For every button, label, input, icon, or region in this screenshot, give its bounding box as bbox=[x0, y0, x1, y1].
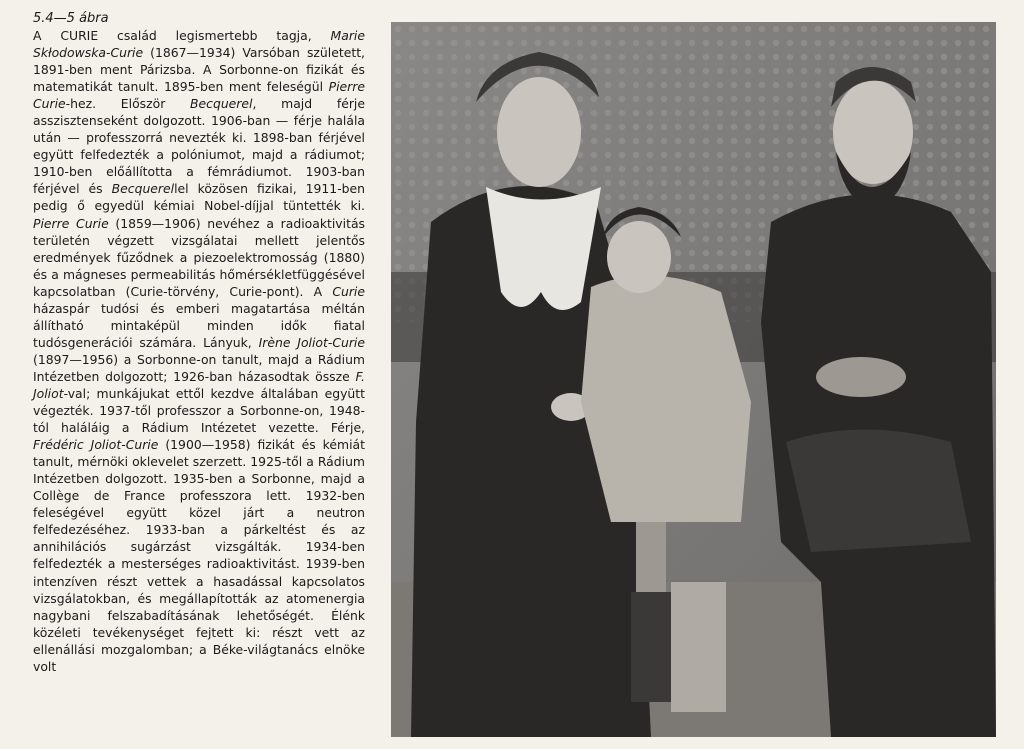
caption-name: Pierre Curie bbox=[33, 79, 365, 112]
caption-name: Becquerel bbox=[190, 96, 253, 112]
caption-text-segment: (1859—1906) nevéhez a radioaktivitás területén végzett vizsgálatai mellett jelentős eredmények fűződnek a piezoelektromosság (1880) és a mágneses permeabilitás hőmérsékletfüggésével kapcsolatban (Curie-törvény, Curie-pont). A bbox=[33, 215, 365, 299]
caption-text-segment: -hez. Először bbox=[65, 96, 191, 112]
caption-text-segment: lel közösen fizikai, 1911-ben pedig ő egyedül kémiai Nobel-díjjal tüntették ki. bbox=[33, 181, 366, 214]
caption-text-segment: A CURIE család legismertebb tagja, bbox=[33, 28, 331, 43]
caption-text-segment: (1900—1958) fizikát és kémiát tanult, mérnöki oklevelet szerzett. 1925-től a Rádium Intézetben dolgozott. 1935-ben a Sorbonne, majd a Collège de France professzora lett. 1932-ben feleségével együtt közel járt a neutron felfedezéséhez. 1933-ban a párkeltést és az annihilációs sugárzást vizsgálták. 1934-ben felfedezték a mesterséges radioaktivitást. 1939-ben intenzíven részt vettek a hasadással kapcsolatos vizsgálatokban, és megállapították az atomenergia nagybani felszabadításának lehetőségét. Élénk közéleti tevékenységet fejtett ki: részt vett az ellenállási mozgalomban; a Béke-világtanács elnöke volt bbox=[33, 437, 365, 674]
caption-name: Pierre Curie bbox=[33, 215, 109, 231]
photo-illustration bbox=[391, 22, 996, 737]
caption-text-segment: (1897—1956) a Sorbonne-on tanult, majd a Rádium Intézetben dolgozott; 1926-ban házasodtak össze bbox=[33, 351, 365, 384]
caption-name: F. Joliot bbox=[33, 368, 365, 401]
figure-label: 5.4—5 ábra bbox=[33, 11, 109, 26]
caption-text-segment: házaspár tudósi és emberi magatartása méltán állítható mintaképül minden idők fiatal tudósgenerációi számára. Lányuk, bbox=[33, 300, 365, 350]
caption-name: Irène Joliot-Curie bbox=[258, 334, 365, 350]
caption-column bbox=[33, 10, 365, 675]
figure-caption bbox=[33, 27, 365, 675]
caption-text-segment: -val; munkájukat ettől kezdve általában együtt végezték. 1937-től professzor a Sorbonne-on, 1948-tól haláláig a Rádium Intézetet vezette. Férje, bbox=[33, 385, 365, 436]
caption-name: Curie bbox=[332, 283, 365, 299]
caption-text-segment: (1867—1934) Varsóban született, 1891-ben ment Párizsba. A Sorbonne-on fizikát és matematikát tanult. 1895-ben ment feleségül bbox=[33, 45, 365, 95]
caption-name: Frédéric Joliot-Curie bbox=[33, 437, 159, 453]
caption-name: Becquerel bbox=[111, 181, 175, 197]
caption-name: Marie Skłodowska-Curie bbox=[33, 28, 365, 61]
curie-family-photo bbox=[391, 22, 996, 737]
caption-text-segment: , majd férje asszisztenseként dolgozott. 1906-ban — férje halála után — professzorrá nevezték ki. 1898-ban férjével együtt felfedezték a polóniumot, majd a rádiumot; 1910-ben előállította a fémrádiumot. 1903-ban férjével és bbox=[33, 96, 365, 197]
